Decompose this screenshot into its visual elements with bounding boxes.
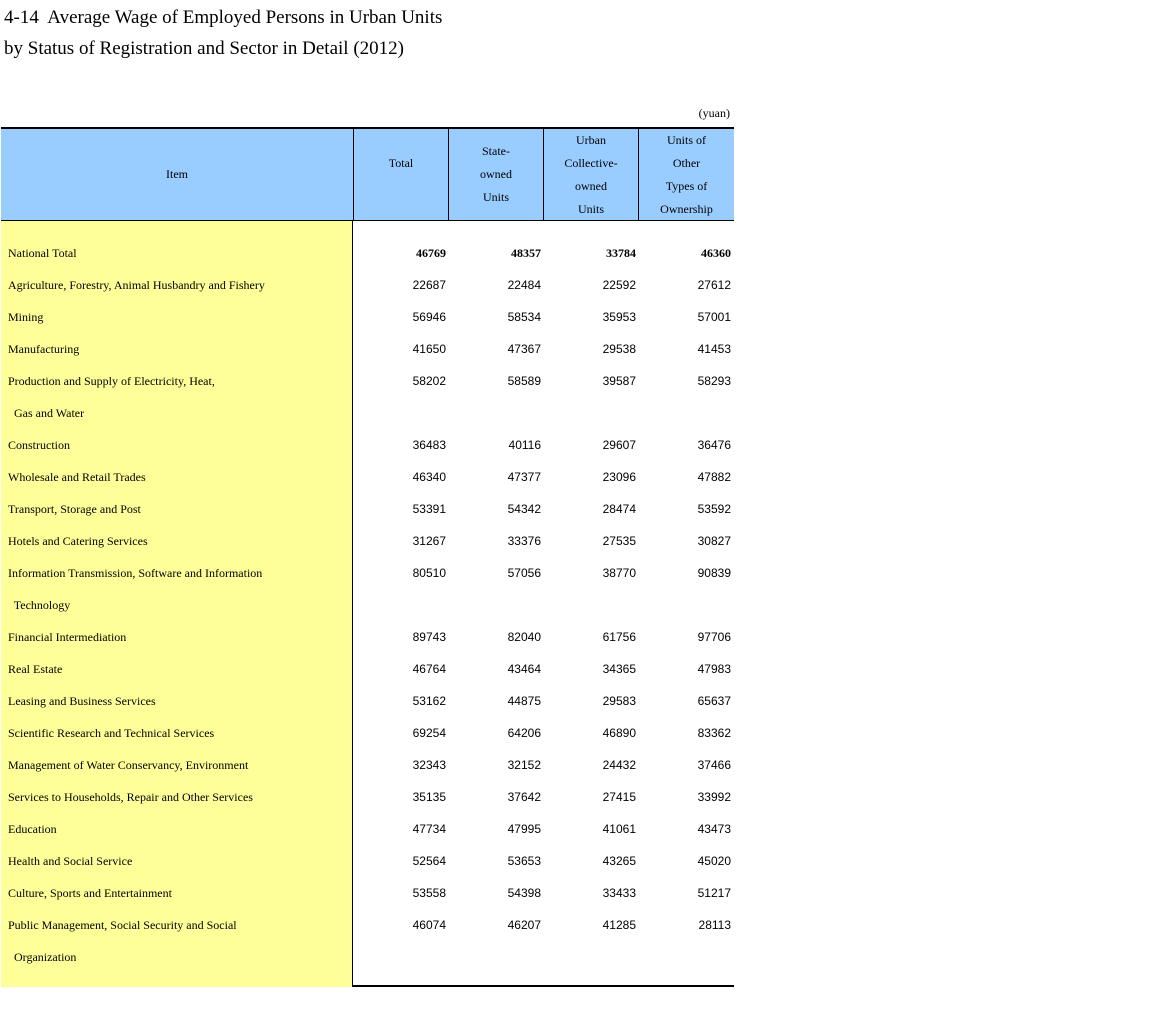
header-collective-line: Collective-: [564, 155, 618, 170]
row-label: Mining: [8, 310, 44, 324]
total-value: 46340: [412, 470, 446, 484]
state-owned-value: 48357: [511, 246, 541, 260]
table-row: [1, 845, 734, 877]
row-label: Wholesale and Retail Trades: [8, 470, 146, 484]
table-row: [1, 813, 734, 845]
header-other-line: Ownership: [660, 201, 713, 216]
total-value: 80510: [412, 566, 446, 580]
other-ownership-value: 37466: [697, 758, 731, 772]
total-value: 22687: [412, 278, 446, 292]
header-state-line: owned: [480, 167, 512, 181]
state-owned-value: 58589: [507, 374, 541, 388]
table-row: [1, 717, 734, 749]
header-other-ownership: [638, 129, 734, 220]
table-row: [1, 301, 734, 333]
header-collective-line: Urban: [575, 132, 606, 147]
total-value: 46769: [416, 246, 446, 260]
collective-owned-value: 33784: [606, 246, 636, 260]
page-title: 4-14 Average Wage of Employed Persons in Urban Units: [4, 7, 443, 28]
collective-owned-value: 22592: [602, 278, 636, 292]
collective-owned-value: 34365: [602, 662, 636, 676]
row-label-continued: Organization: [8, 950, 77, 964]
row-label: Financial Intermediation: [8, 630, 127, 644]
row-label: Education: [8, 822, 57, 836]
collective-owned-value: 23096: [602, 470, 636, 484]
row-label: Transport, Storage and Post: [8, 502, 141, 516]
total-value: 53162: [412, 694, 446, 708]
row-label: Hotels and Catering Services: [8, 534, 148, 548]
total-value: 31267: [412, 534, 446, 548]
collective-owned-value: 39587: [602, 374, 636, 388]
total-value: 53391: [412, 502, 446, 516]
other-ownership-value: 57001: [697, 310, 731, 324]
row-label: Real Estate: [8, 662, 63, 676]
total-value: 69254: [412, 726, 446, 740]
state-owned-value: 53653: [507, 854, 541, 868]
header-collective-line: owned: [574, 178, 607, 193]
collective-owned-value: 43265: [602, 854, 636, 868]
other-ownership-value: 41453: [697, 342, 731, 356]
page-subtitle: by Status of Registration and Sector in Detail (2012): [4, 38, 404, 59]
table-row: [1, 269, 734, 301]
collective-owned-value: 41285: [602, 918, 636, 932]
header-item: [1, 129, 353, 220]
collective-owned-value: 27415: [602, 790, 636, 804]
other-ownership-value: 53592: [697, 502, 731, 516]
table-row: [1, 237, 734, 269]
other-ownership-value: 33992: [697, 790, 731, 804]
header-other-line: Other: [672, 155, 701, 170]
collective-owned-value: 29607: [602, 438, 636, 452]
collective-owned-value: 29538: [602, 342, 636, 356]
collective-owned-value: 35953: [602, 310, 636, 324]
row-label: Culture, Sports and Entertainment: [8, 886, 172, 900]
table-row: [1, 877, 734, 909]
other-ownership-value: 28113: [698, 918, 731, 932]
other-ownership-value: 51217: [697, 886, 731, 900]
other-ownership-value: 65637: [697, 694, 731, 708]
total-value: 46764: [412, 662, 446, 676]
table-row: [1, 621, 734, 653]
state-owned-value: 57056: [507, 566, 541, 580]
header-state-line: Units: [482, 190, 509, 204]
row-label: Agriculture, Forestry, Animal Husbandry and Fishery: [8, 278, 265, 292]
other-ownership-value: 46360: [701, 246, 731, 260]
collective-owned-value: 27535: [602, 534, 636, 548]
state-owned-value: 44875: [507, 694, 541, 708]
header-total: [353, 129, 448, 220]
total-value: 53558: [412, 886, 446, 900]
other-ownership-value: 47983: [697, 662, 731, 676]
collective-owned-value: 38770: [602, 566, 636, 580]
collective-owned-value: 28474: [602, 502, 636, 516]
state-owned-value: 40116: [508, 438, 541, 452]
row-label-continued: Technology: [8, 598, 71, 612]
header-other-line: Units of: [666, 132, 706, 147]
row-label: Leasing and Business Services: [8, 694, 156, 708]
row-label: National Total: [8, 246, 77, 260]
header-collective-owned: [543, 129, 638, 220]
total-value: 32343: [412, 758, 446, 772]
collective-owned-value: 29583: [602, 694, 636, 708]
collective-owned-value: 61756: [602, 630, 636, 644]
row-label: Public Management, Social Security and Social: [8, 918, 237, 932]
table-row: [1, 525, 734, 557]
row-label: Services to Households, Repair and Other Services: [8, 790, 253, 804]
collective-owned-value: 33433: [602, 886, 636, 900]
row-label: Health and Social Service: [8, 854, 133, 868]
other-ownership-value: 30827: [697, 534, 731, 548]
collective-owned-value: 24432: [602, 758, 636, 772]
state-owned-value: 47367: [507, 342, 541, 356]
collective-owned-value: 46890: [602, 726, 636, 740]
other-ownership-value: 36476: [697, 438, 731, 452]
state-owned-value: 47377: [507, 470, 541, 484]
table-row: [1, 909, 734, 964]
total-value: 46074: [412, 918, 446, 932]
total-value: 89743: [412, 630, 446, 644]
collective-owned-value: 41061: [602, 822, 636, 836]
total-value: 41650: [412, 342, 446, 356]
table-row: [1, 429, 734, 461]
state-owned-value: 33376: [507, 534, 541, 548]
state-owned-value: 43464: [507, 662, 541, 676]
state-owned-value: 54342: [507, 502, 541, 516]
table-row: [1, 781, 734, 813]
total-value: 36483: [412, 438, 446, 452]
state-owned-value: 37642: [507, 790, 541, 804]
state-owned-value: 22484: [507, 278, 541, 292]
other-ownership-value: 43473: [697, 822, 731, 836]
table-row: [1, 749, 734, 781]
table-body: [1, 221, 734, 987]
table-row: [1, 493, 734, 525]
total-value: 56946: [412, 310, 446, 324]
state-owned-value: 58534: [507, 310, 541, 324]
row-label: Information Transmission, Software and Information: [8, 566, 263, 580]
other-ownership-value: 97706: [697, 630, 731, 644]
other-ownership-value: 58293: [697, 374, 731, 388]
row-label: Production and Supply of Electricity, Heat,: [8, 374, 215, 388]
total-value: 35135: [412, 790, 446, 804]
state-owned-value: 47995: [507, 822, 541, 836]
table-row: [1, 557, 734, 612]
table-row: [1, 365, 734, 420]
state-owned-value: 32152: [507, 758, 541, 772]
header-collective-line: Units: [577, 201, 604, 216]
header-total-label: Total: [388, 156, 414, 170]
total-value: 47734: [412, 822, 446, 836]
state-owned-value: 64206: [507, 726, 541, 740]
row-label: Management of Water Conservancy, Environment: [8, 758, 249, 772]
state-owned-value: 54398: [507, 886, 541, 900]
wage-table: [1, 127, 734, 987]
row-label: Manufacturing: [8, 342, 80, 356]
table-row: [1, 653, 734, 685]
header-state-line: State-: [482, 144, 510, 158]
total-value: 58202: [412, 374, 446, 388]
header-state-owned: [448, 129, 543, 220]
unit-label: (yuan): [698, 106, 730, 120]
row-label-continued: Gas and Water: [8, 406, 85, 420]
header-other-line: Types of: [665, 178, 708, 193]
table-row: [1, 461, 734, 493]
other-ownership-value: 90839: [697, 566, 731, 580]
state-owned-value: 82040: [507, 630, 541, 644]
table-row: [1, 333, 734, 365]
state-owned-value: 46207: [507, 918, 541, 932]
other-ownership-value: 47882: [697, 470, 731, 484]
total-value: 52564: [412, 854, 446, 868]
row-label: Scientific Research and Technical Services: [8, 726, 215, 740]
header-item-label: Item: [166, 167, 188, 181]
table-header: [1, 129, 734, 221]
other-ownership-value: 83362: [697, 726, 731, 740]
row-label: Construction: [8, 438, 70, 452]
table-row: [1, 685, 734, 717]
other-ownership-value: 27612: [697, 278, 731, 292]
other-ownership-value: 45020: [697, 854, 731, 868]
